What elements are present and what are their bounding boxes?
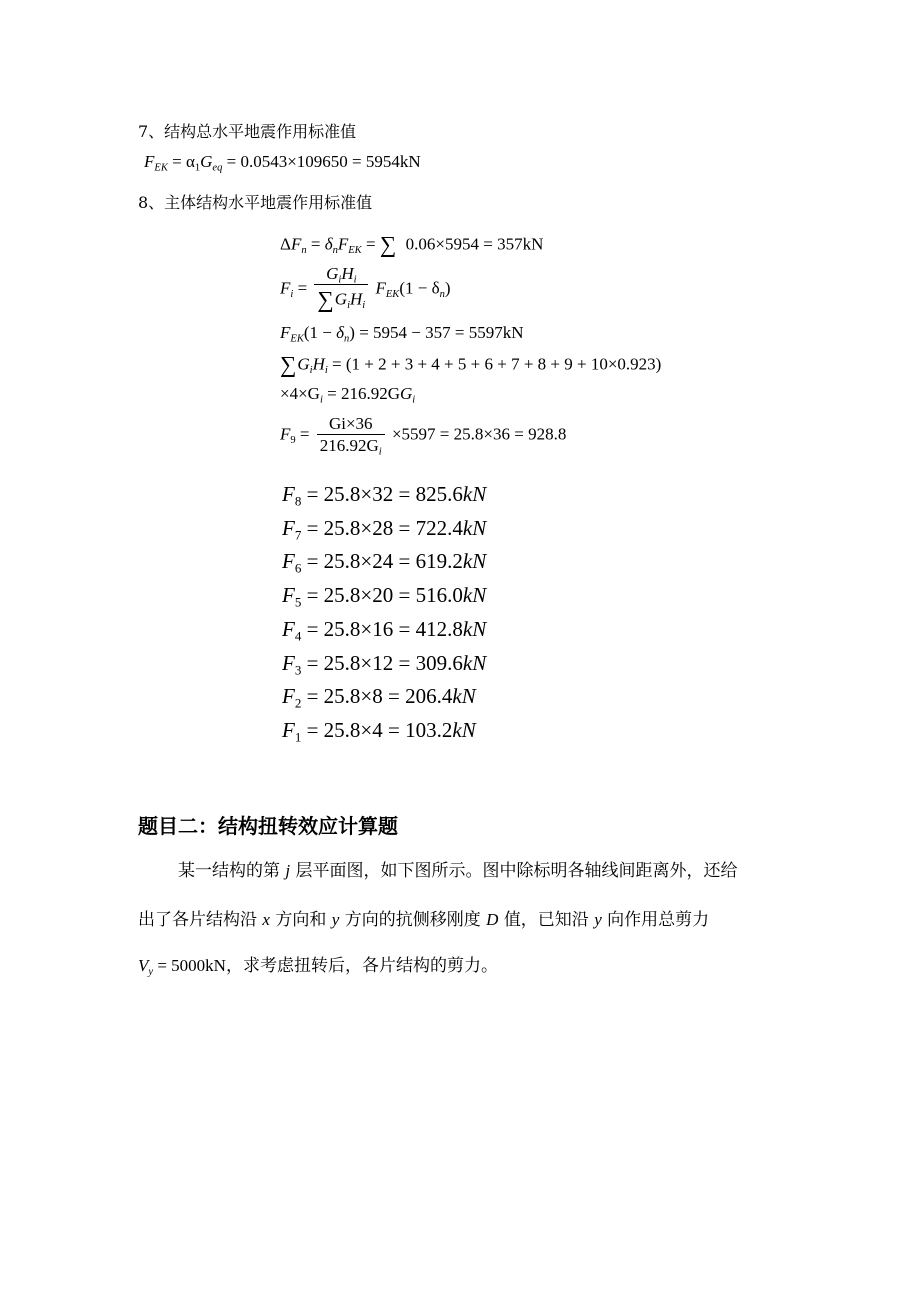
floor-forces-list [282, 478, 486, 748]
sum-gihi-continued: $\times 4\times G_i = 216.92GG_i$ [280, 384, 416, 406]
fek-reduced-equation: $F_{EK}(1 - \delta_n) = 5954 - 357 = 5597kN$ [280, 323, 524, 345]
delta-fn-equation: $\Delta F_n = \delta_nF_{EK}$ = ∑ 0.06×5954 = 357kN [280, 232, 544, 257]
f9-equation: $F_9$ = $\frac{Gi\times 36}{216.92G_i}$ ×5597 = 25.8×36 = 928.8 [280, 414, 567, 458]
floor-force-line: $F_7 = 25.8\times 28 = 722.4kN$ [282, 515, 487, 543]
floor-force-line: $F_4 = 25.8\times 16 = 412.8kN$ [282, 616, 487, 644]
floor-force-line: $F_8 = 25.8\times 32 = 825.6kN$ [282, 482, 487, 509]
section7-equation: $F_{EK} = \alpha_1G_{eq} = 0.0543\times 109650 = 5954kN$ [144, 152, 421, 174]
problem2-title: 题目二：结构扭转效应计算题 [138, 814, 398, 838]
floor-force-line: $F_3 = 25.8\times 12 = 309.6kN$ [282, 650, 487, 678]
fi-fraction: $\frac{G_iH_i}{\sum G_iH_i}$ [314, 263, 368, 316]
section8-heading: 8、主体结构水平地震作用标准值 [138, 193, 373, 212]
floor-force-line: $F_1 = 25.8\times 4 = 103.2kN$ [282, 717, 476, 745]
problem2-line-2: 出了各片结构沿 x 方向和 y 方向的抗侧移刚度 D 值，已知沿 y 向作用总剪力 [138, 910, 710, 930]
sum-gihi-equation: $\sum G_iH_i = (1 + 2 + 3 + 4 + 5 + 6 + 7 + 8 + 9 + 10\times 0.923)$ [280, 352, 662, 377]
section7-heading: 7、结构总水平地震作用标准值 [138, 122, 357, 141]
floor-force-line: $F_6 = 25.8\times 24 = 619.2kN$ [282, 549, 487, 576]
fi-formula: $F_i$ = $\frac{G_iH_i}{\sum G_iH_i}$ $F_{EK}(1 - \delta_n)$ [280, 263, 451, 316]
problem2-line-3: $V_y = 5000kN$，求考虑扭转后，各片结构的剪力。 [138, 956, 498, 978]
floor-force-line: $F_5 = 25.8\times 20 = 516.0kN$ [282, 583, 487, 610]
floor-force-line: $F_2 = 25.8\times 8 = 206.4kN$ [282, 684, 476, 711]
problem2-line-1: 某一结构的第 j 层平面图，如下图所示。图中除标明各轴线间距离外，还给 [178, 861, 738, 881]
f9-fraction: $\frac{Gi\times 36}{216.92G_i}$ [317, 413, 385, 458]
